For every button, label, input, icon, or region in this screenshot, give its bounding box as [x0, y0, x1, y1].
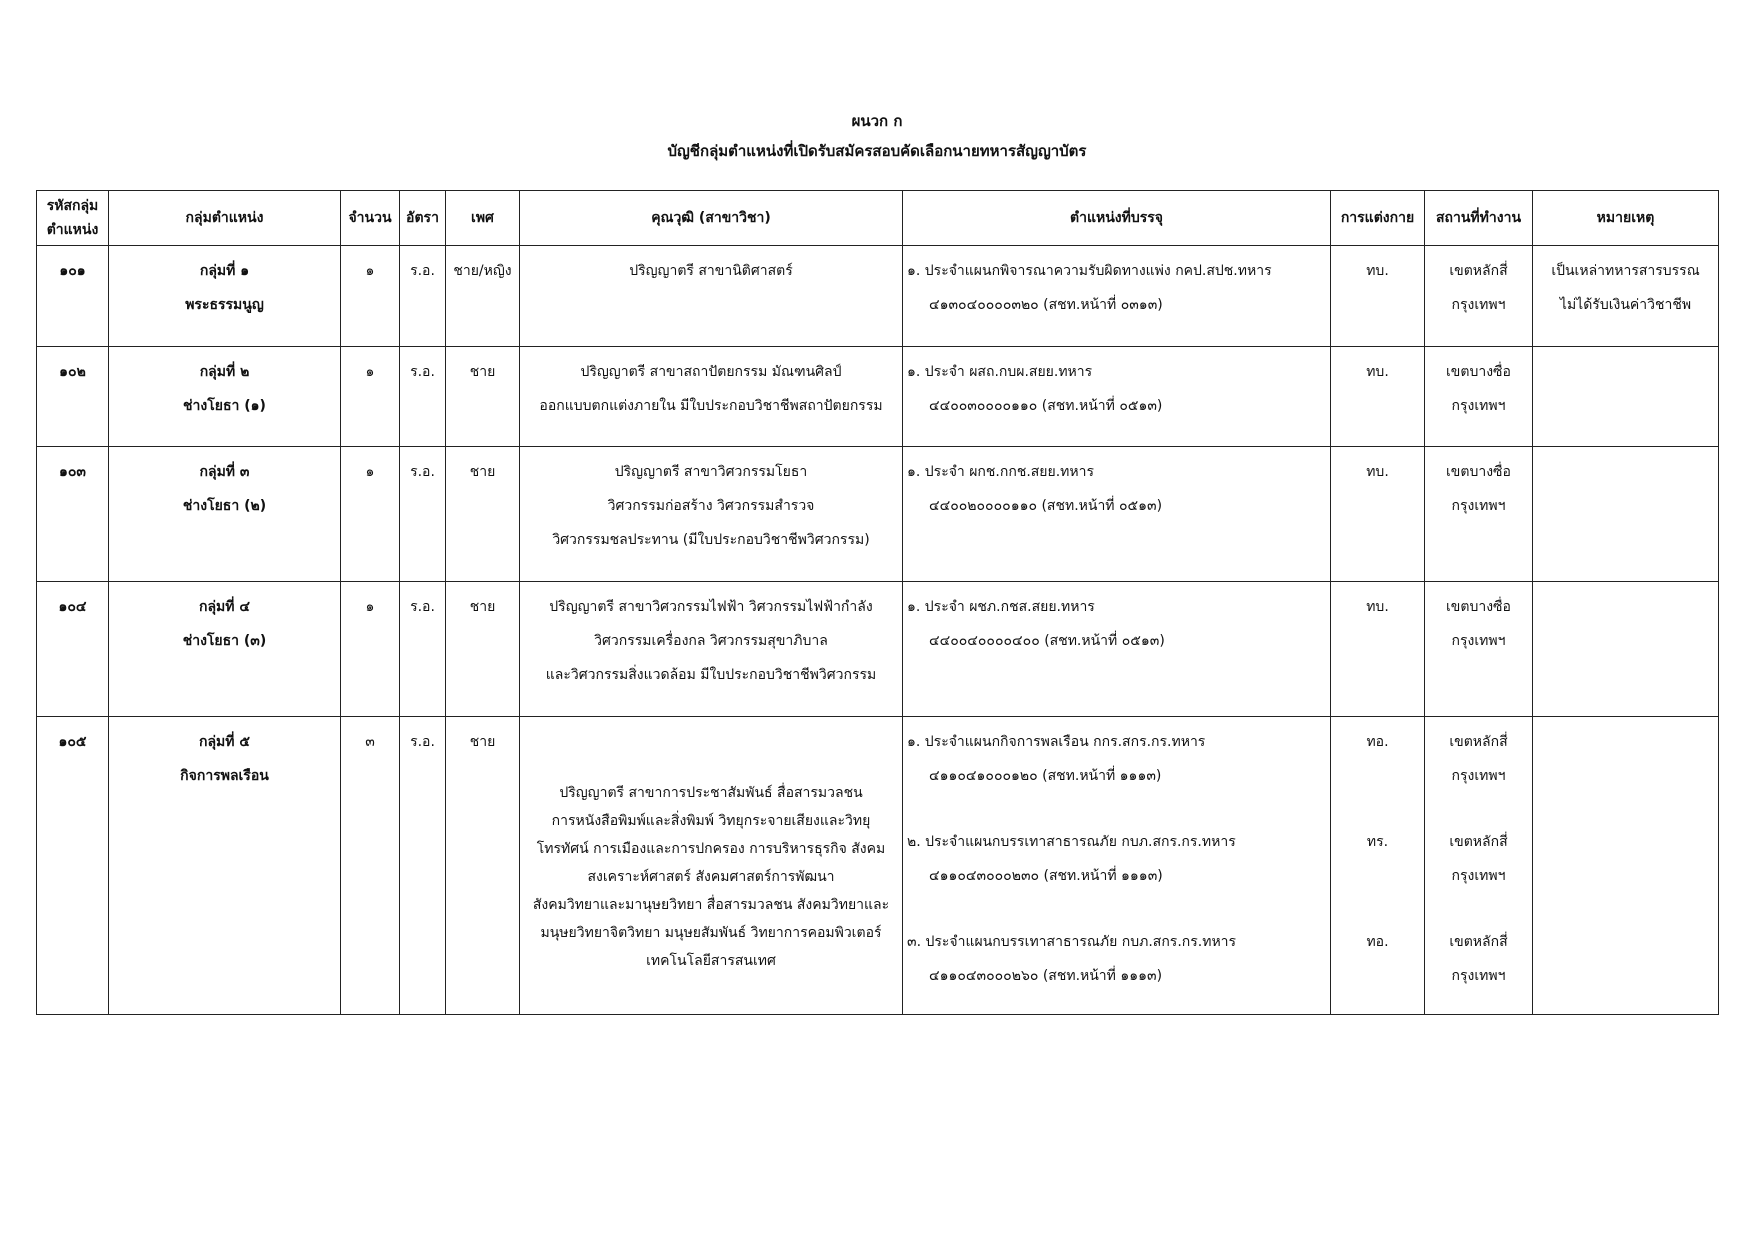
row-qualification: ปริญญาตรี สาขาวิศวกรรมไฟฟ้า วิศวกรรมไฟฟ้ากำลัง วิศวกรรมเครื่องกล วิศวกรรมสุขาภิบาล และวิศวกรรมสิ่งแวดล้อม มีใบประกอบวิชาชีพวิศวกรรม: [520, 582, 903, 717]
header-row: [37, 191, 1719, 246]
row-position: ๑. ประจำ ผชภ.กชส.สยย.ทหาร ๔๔๐๐๔๐๐๐๐๔๐๐ (สชท.หน้าที่ ๐๕๑๓): [903, 582, 1331, 717]
col-header-qualification: คุณวุฒิ (สาขาวิชา): [520, 191, 903, 246]
row-gender: ชาย/หญิง: [446, 246, 520, 347]
table-row: [37, 246, 1719, 347]
row-dress: ทอ. ทร. ทอ.: [1331, 717, 1425, 1015]
row-qualification: ปริญญาตรี สาขาการประชาสัมพันธ์ สื่อสารมวลชน การหนังสือพิมพ์และสิ่งพิมพ์ วิทยุกระจายเสียงและวิทยุ โทรทัศน์ การเมืองและการปกครอง การบริหารธุรกิจ สังคม สงเคราะห์ศาสตร์ สังคมศาสตร์การพัฒนา สังคมวิทยาและมานุษยวิทยา สื่อสารมวลชน สังคมวิทยาและ มนุษยวิทยาจิตวิทยา มนุษยสัมพันธ์ วิทยาการคอมพิวเตอร์ เทคโนโลยีสารสนเทศ: [520, 717, 903, 1015]
row-remark: [1533, 447, 1719, 582]
row-code: ๑๐๑: [37, 246, 109, 347]
row-workplace: เขตบางซื่อ กรุงเทพฯ: [1425, 447, 1533, 582]
row-remark: [1533, 347, 1719, 447]
row-rate: ร.อ.: [400, 447, 446, 582]
row-position: ๑. ประจำแผนกพิจารณาความรับผิดทางแพ่ง กคป.สปช.ทหาร ๔๑๓๐๔๐๐๐๐๓๒๐ (สชท.หน้าที่ ๐๓๑๓): [903, 246, 1331, 347]
table-row: [37, 347, 1719, 447]
row-dress: ทบ.: [1331, 347, 1425, 447]
table-row: [37, 717, 1719, 1015]
col-header-remark: หมายเหตุ: [1533, 191, 1719, 246]
row-dress: ทบ.: [1331, 447, 1425, 582]
row-code: ๑๐๒: [37, 347, 109, 447]
row-remark: [1533, 582, 1719, 717]
row-gender: ชาย: [446, 582, 520, 717]
row-workplace: เขตบางซื่อ กรุงเทพฯ: [1425, 347, 1533, 447]
row-group: กลุ่มที่ ๒ ช่างโยธา (๑): [109, 347, 341, 447]
row-group: กลุ่มที่ ๓ ช่างโยธา (๒): [109, 447, 341, 582]
row-dress: ทบ.: [1331, 582, 1425, 717]
row-qualification: ปริญญาตรี สาขานิติศาสตร์: [520, 246, 903, 347]
table-row: [37, 582, 1719, 717]
col-header-code: รหัสกลุ่ม ตำแหน่ง: [37, 191, 109, 246]
row-workplace: เขตหลักสี่ กรุงเทพฯ เขตหลักสี่ กรุงเทพฯ เขตหลักสี่ กรุงเทพฯ: [1425, 717, 1533, 1015]
row-remark: [1533, 717, 1719, 1015]
row-position: ๑. ประจำ ผสถ.กบผ.สยย.ทหาร ๔๔๐๐๓๐๐๐๐๑๑๐ (สชท.หน้าที่ ๐๕๑๓): [903, 347, 1331, 447]
document-title: บัญชีกลุ่มตำแหน่งที่เปิดรับสมัครสอบคัดเลือกนายทหารสัญญาบัตร: [667, 142, 1087, 160]
row-rate: ร.อ.: [400, 347, 446, 447]
row-group: กลุ่มที่ ๔ ช่างโยธา (๓): [109, 582, 341, 717]
col-header-dress: การแต่งกาย: [1331, 191, 1425, 246]
row-group: กลุ่มที่ ๕ กิจการพลเรือน: [109, 717, 341, 1015]
annex-title: ผนวก ก: [851, 112, 903, 130]
col-header-rate: อัตรา: [400, 191, 446, 246]
row-group: กลุ่มที่ ๑ พระธรรมนูญ: [109, 246, 341, 347]
col-header-group: กลุ่มตำแหน่ง: [109, 191, 341, 246]
col-header-gender: เพศ: [446, 191, 520, 246]
row-count: ๑: [341, 582, 400, 717]
row-position: ๑. ประจำแผนกกิจการพลเรือน กกร.สกร.กร.ทหาร ๔๑๑๐๔๑๐๐๐๑๒๐ (สชท.หน้าที่ ๑๑๑๓) ๒. ประจำแผนกบรรเทาสาธารณภัย กบภ.สกร.กร.ทหาร ๔๑๑๐๔๓๐๐๐๒๓๐ (สชท.หน้าที่ ๑๑๑๓) ๓. ประจำแผนกบรรเทาสาธารณภัย กบภ.สกร.กร.ทหาร ๔๑๑๐๔๓๐๐๐๒๖๐ (สชท.หน้าที่ ๑๑๑๓): [903, 717, 1331, 1015]
row-count: ๑: [341, 347, 400, 447]
row-gender: ชาย: [446, 717, 520, 1015]
row-code: ๑๐๕: [37, 717, 109, 1015]
row-rate: ร.อ.: [400, 246, 446, 347]
row-count: ๑: [341, 447, 400, 582]
row-code: ๑๐๓: [37, 447, 109, 582]
document-header: [0, 106, 1754, 166]
row-qualification: ปริญญาตรี สาขาสถาปัตยกรรม มัณฑนศิลป์ ออกแบบตกแต่งภายใน มีใบประกอบวิชาชีพสถาปัตยกรรม: [520, 347, 903, 447]
row-code: ๑๐๔: [37, 582, 109, 717]
row-rate: ร.อ.: [400, 717, 446, 1015]
row-dress: ทบ.: [1331, 246, 1425, 347]
row-workplace: เขตหลักสี่ กรุงเทพฯ: [1425, 246, 1533, 347]
row-count: ๓: [341, 717, 400, 1015]
table-row: [37, 447, 1719, 582]
row-workplace: เขตบางซื่อ กรุงเทพฯ: [1425, 582, 1533, 717]
row-rate: ร.อ.: [400, 582, 446, 717]
col-header-workplace: สถานที่ทำงาน: [1425, 191, 1533, 246]
row-remark: เป็นเหล่าทหารสารบรรณ ไม่ได้รับเงินค่าวิชาชีพ: [1533, 246, 1719, 347]
col-header-count: จำนวน: [341, 191, 400, 246]
row-gender: ชาย: [446, 447, 520, 582]
row-gender: ชาย: [446, 347, 520, 447]
row-qualification: ปริญญาตรี สาขาวิศวกรรมโยธา วิศวกรรมก่อสร้าง วิศวกรรมสำรวจ วิศวกรรมชลประทาน (มีใบประกอบวิชาชีพวิศวกรรม): [520, 447, 903, 582]
positions-table: [36, 190, 1719, 1015]
row-count: ๑: [341, 246, 400, 347]
col-header-position: ตำแหน่งที่บรรจุ: [903, 191, 1331, 246]
row-position: ๑. ประจำ ผกช.กกช.สยย.ทหาร ๔๔๐๐๒๐๐๐๐๑๑๐ (สชท.หน้าที่ ๐๕๑๓): [903, 447, 1331, 582]
